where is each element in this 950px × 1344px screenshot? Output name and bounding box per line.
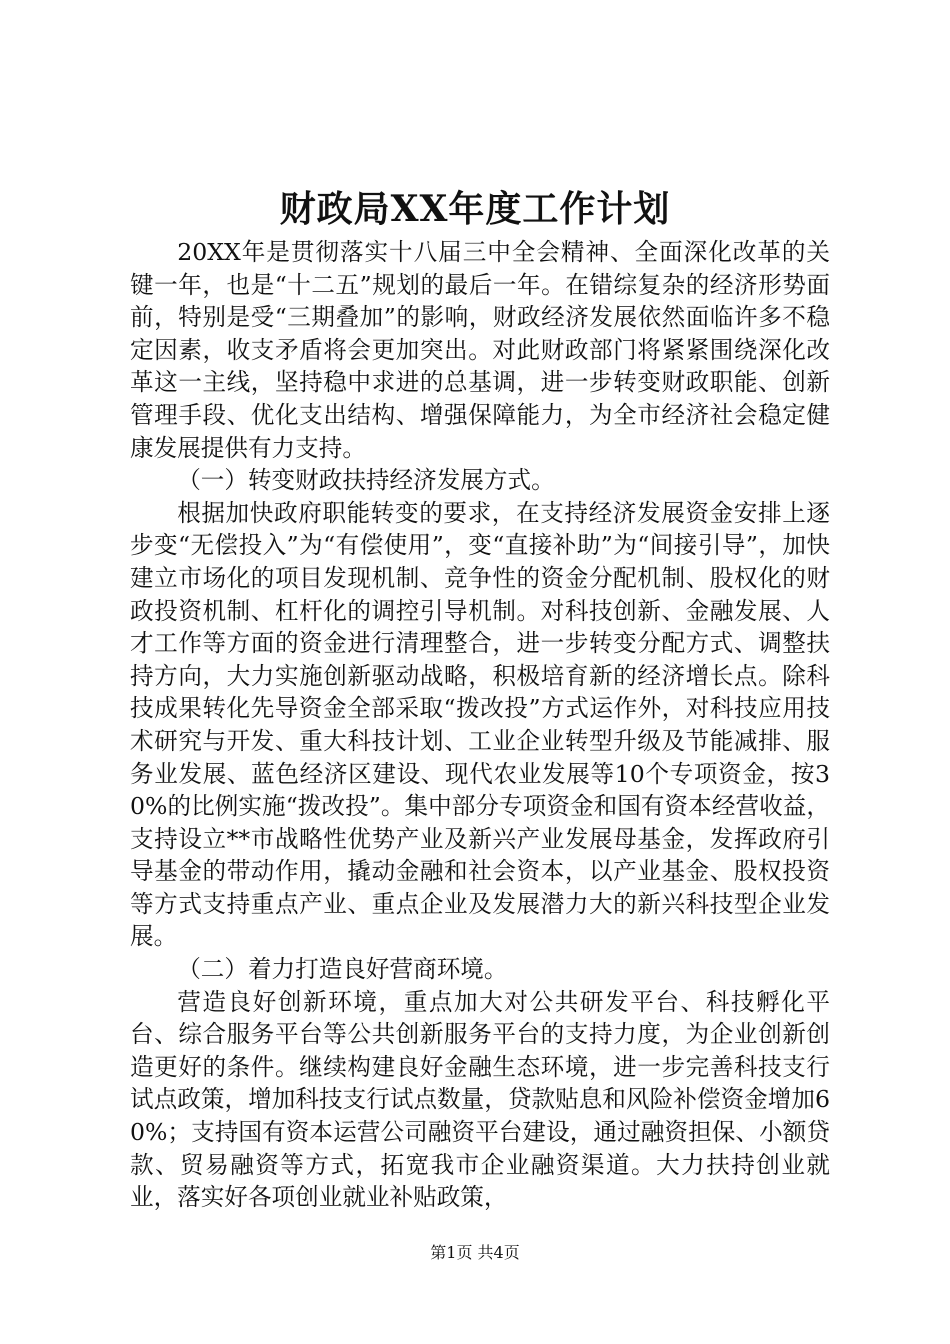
section-heading-1: （一）转变财政扶持经济发展方式。 xyxy=(177,466,555,495)
document-title: 财政局XX年度工作计划 xyxy=(279,188,671,230)
paragraph-section-1: 根据加快政府职能转变的要求，在支持经济发展资金安排上逐步变“无偿投入”为“有偿使用”，变“直接补助”为“间接引导”，加快建立市场化的项目发现机制、竞争性的资金分配机制、股权化的财政投资机制、杠杆化的调控引导机制。对科技创新、金融发展、人才工作等方面的资金进行清理整合，进一步转变分配方式、调整扶持方向，大力实施创新驱动战略，积极培育新的经济增长点。除科技成果转化先导资金全部采取“拨改投”方式运作外，对科技应用技术研究与开发、重大科技计划、工业企业转型升级及节能减排、服务业发展、蓝色经济区建设、现代农业发展等10个专项资金，按30%的比例实施“拨改投”。集中部分专项资金和国有资本经营收益，支持设立**市战略性优势产业及新兴产业发展母基金，发挥政府引导基金的带动作用，撬动金融和社会资本，以产业基金、股权投资等方式支持重点产业、重点企业及发展潜力大的新兴科技型企业发展。 xyxy=(130,498,830,951)
paragraph-intro: 20XX年是贯彻落实十八届三中全会精神、全面深化改革的关键一年，也是“十二五”规划的最后一年。在错综复杂的经济形势面前，特别是受“三期叠加”的影响，财政经济发展依然面临许多不稳定因素，收支矛盾将会更加突出。对此财政部门将紧紧围绕深化改革这一主线，坚持稳中求进的总基调，进一步转变财政职能、创新管理手段、优化支出结构、增强保障能力，为全市经济社会稳定健康发展提供有力支持。 xyxy=(130,238,830,462)
page-footer: 第1页 共4页 xyxy=(430,1243,520,1262)
section-heading-2: （二）着力打造良好营商环境。 xyxy=(177,955,508,984)
paragraph-section-2: 营造良好创新环境，重点加大对公共研发平台、科技孵化平台、综合服务平台等公共创新服务平台的支持力度，为企业创新创造更好的条件。继续构建良好金融生态环境，进一步完善科技支行试点政策，增加科技支行试点数量，贷款贴息和风险补偿资金增加60%；支持国有资本运营公司融资平台建设，通过融资担保、小额贷款、贸易融资等方式，拓宽我市企业融资渠道。大力扶持创业就业，落实好各项创业就业补贴政策， xyxy=(130,987,830,1212)
document-body xyxy=(130,236,830,1214)
